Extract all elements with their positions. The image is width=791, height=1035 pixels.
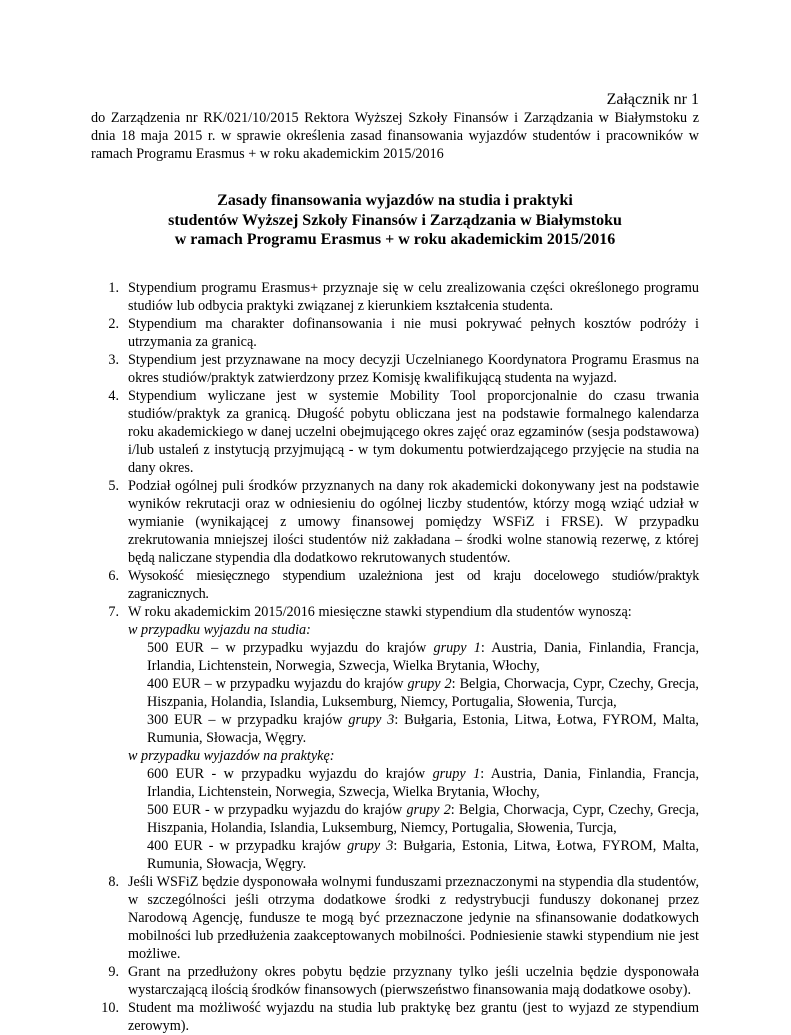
item-number: 4. <box>108 388 119 404</box>
item-number: 7. <box>108 604 119 620</box>
item-text: Grant na przedłużony okres pobytu będzie przyznany tylko jeśli uczelnia będzie dysponowała wystarczającą ilością środków finansowych (pierwszeństwo finansowania mają dodatkowe osoby). <box>128 964 699 998</box>
title-line-2: studentów Wyższej Szkoły Finansów i Zarządzania w Białymstoku <box>168 211 622 229</box>
study-rates-heading: w przypadku wyjazdu na studia: <box>128 622 311 638</box>
rate-group: grupy 2 <box>407 676 452 692</box>
rate-entry <box>128 801 699 837</box>
item-text: Stypendium wyliczane jest w systemie Mobility Tool proporcjonalnie do czasu trwania studiów/praktyk za granicą. Długość pobytu obliczana jest na podstawie formalnego kalendarza roku akademickiego w danej uczelni obejmującego okres zajęć oraz egzaminów (sesja podstawowa) i/lub ustaleń z instytucją przyjmującą - w tym dokumentu potwierdzającego przyjęcie na studia na dany okres. <box>128 388 699 476</box>
list-item <box>91 567 699 603</box>
list-item <box>91 315 699 351</box>
item-text: Stypendium ma charakter dofinansowania i nie musi pokrywać pełnych kosztów podróży i utrzymania za granicą. <box>128 316 699 350</box>
item-number: 8. <box>108 874 119 890</box>
list-item <box>91 279 699 315</box>
practice-rates-heading: w przypadku wyjazdów na praktykę: <box>128 748 335 764</box>
list-item <box>91 477 699 567</box>
item-number: 1. <box>108 280 119 296</box>
rate-group: grupy 1 <box>432 766 481 782</box>
rate-countries: : Austria, Dania, Finlandia, Francja, Irlandia, Lichtenstein, Norwegia, Szwecja, Wielka Brytania, Włochy, <box>147 640 699 674</box>
rate-amount: 400 EUR – w przypadku wyjazdu do krajów <box>147 676 408 692</box>
item-text: Podział ogólnej puli środków przyznanych na dany rok akademicki dokonywany jest na podstawie wyników rekrutacji oraz w odniesieniu do ogólnej liczby studentów, którzy mogą wziąć udział w wymianie (wynikającej z umowy finansowej pomiędzy WSFiZ i FRSE). W przypadku zrekrutowania mniejszej ilości studentów niż zakładana – środki wolne stanowią rezerwę, z której będą naliczane stypendia dla dodatkowo rekrutowanych studentów. <box>128 478 699 566</box>
rate-countries: : Austria, Dania, Finlandia, Francja, Irlandia, Lichtenstein, Norwegia, Szwecja, Wielka Brytania, Włochy, <box>147 766 700 800</box>
attachment-reference: do Zarządzenia nr RK/021/10/2015 Rektora Wyższej Szkoły Finansów i Zarządzania w Białymstoku z dnia 18 maja 2015 r. w sprawie określenia zasad finansowania wyjazdów studentów i pracowników w ramach Programu Erasmus + w roku akademickim 2015/2016 <box>91 110 699 162</box>
list-item <box>91 387 699 477</box>
item-number: 9. <box>108 964 119 980</box>
rate-countries: : Belgia, Chorwacja, Cypr, Czechy, Grecja, Hiszpania, Holandia, Islandia, Luksemburg, Niemcy, Portugalia, Słowenia, Turcja, <box>147 802 699 836</box>
rate-entry <box>128 639 699 675</box>
list-item <box>91 999 699 1035</box>
rate-group: grupy 3 <box>347 838 394 854</box>
title-line-1: Zasady finansowania wyjazdów na studia i praktyki <box>217 192 573 209</box>
item-text: Jeśli WSFiZ będzie dysponowała wolnymi funduszami przeznaczonymi na stypendia dla studentów, w szczególności jeśli otrzyma dodatkowe środki z redystrybucji funduszy dokonanej przez Narodową Agencję, fundusze te mogą być przeznaczone jedynie na sfinansowanie dodatkowych mobilności lub przedłużenia zaakceptowanych mobilności. Podniesienie stawki stypendium nie jest możliwe. <box>128 874 699 962</box>
list-item <box>91 351 699 387</box>
item-text: Student ma możliwość wyjazdu na studia lub praktykę bez grantu (jest to wyjazd ze stypendium zerowym). <box>128 1000 699 1034</box>
item-number: 2. <box>108 316 119 332</box>
item-number: 5. <box>108 478 119 494</box>
item-text: W roku akademickim 2015/2016 miesięczne stawki stypendium dla studentów wynoszą: <box>128 604 632 620</box>
item-number: 10. <box>101 1000 119 1016</box>
rate-amount: 500 EUR - w przypadku wyjazdu do krajów <box>147 802 407 818</box>
rate-group: grupy 2 <box>406 802 451 818</box>
rate-amount: 600 EUR - w przypadku wyjazdu do krajów <box>147 766 433 782</box>
document-title <box>91 191 699 250</box>
item-text: Stypendium jest przyznawane na mocy decyzji Uczelnianego Koordynatora Programu Erasmus na okres studiów/praktyk zatwierdzony przez Komisję kwalifikującą studenta na wyjazd. <box>128 352 699 386</box>
rate-group: grupy 1 <box>433 640 481 656</box>
rate-countries: : Bułgaria, Estonia, Litwa, Łotwa, FYROM, Malta, Rumunia, Słowacja, Węgry. <box>147 712 699 746</box>
title-line-3: w ramach Programu Erasmus + w roku akademickim 2015/2016 <box>174 231 616 249</box>
attachment-title: Załącznik nr 1 <box>606 91 699 108</box>
rate-entry <box>128 765 699 801</box>
rate-countries: : Belgia, Chorwacja, Cypr, Czechy, Grecja, Hiszpania, Holandia, Islandia, Luksemburg, Niemcy, Portugalia, Słowenia, Turcja, <box>147 676 699 710</box>
rate-amount: 500 EUR – w przypadku wyjazdu do krajów <box>147 640 434 656</box>
rate-amount: 400 EUR - w przypadku krajów <box>147 838 348 854</box>
rate-group: grupy 3 <box>348 712 395 728</box>
item-number: 6. <box>108 568 119 584</box>
rules-list <box>91 279 699 1035</box>
list-item <box>91 603 699 873</box>
rate-countries: : Bułgaria, Estonia, Litwa, Łotwa, FYROM, Malta, Rumunia, Słowacja, Węgry. <box>147 838 699 872</box>
list-item <box>91 963 699 999</box>
item-text: Wysokość miesięcznego stypendium uzależniona jest od kraju docelowego studiów/praktyk zagranicznych. <box>128 568 699 602</box>
rate-entry <box>128 711 699 747</box>
rate-amount: 300 EUR – w przypadku krajów <box>147 712 349 728</box>
rate-entry <box>128 675 699 711</box>
item-text: Stypendium programu Erasmus+ przyznaje się w celu zrealizowania części określonego programu studiów lub odbycia praktyki związanej z kierunkiem kształcenia studenta. <box>128 280 699 314</box>
list-item <box>91 873 699 963</box>
rate-entry <box>128 837 699 873</box>
item-number: 3. <box>108 352 119 368</box>
